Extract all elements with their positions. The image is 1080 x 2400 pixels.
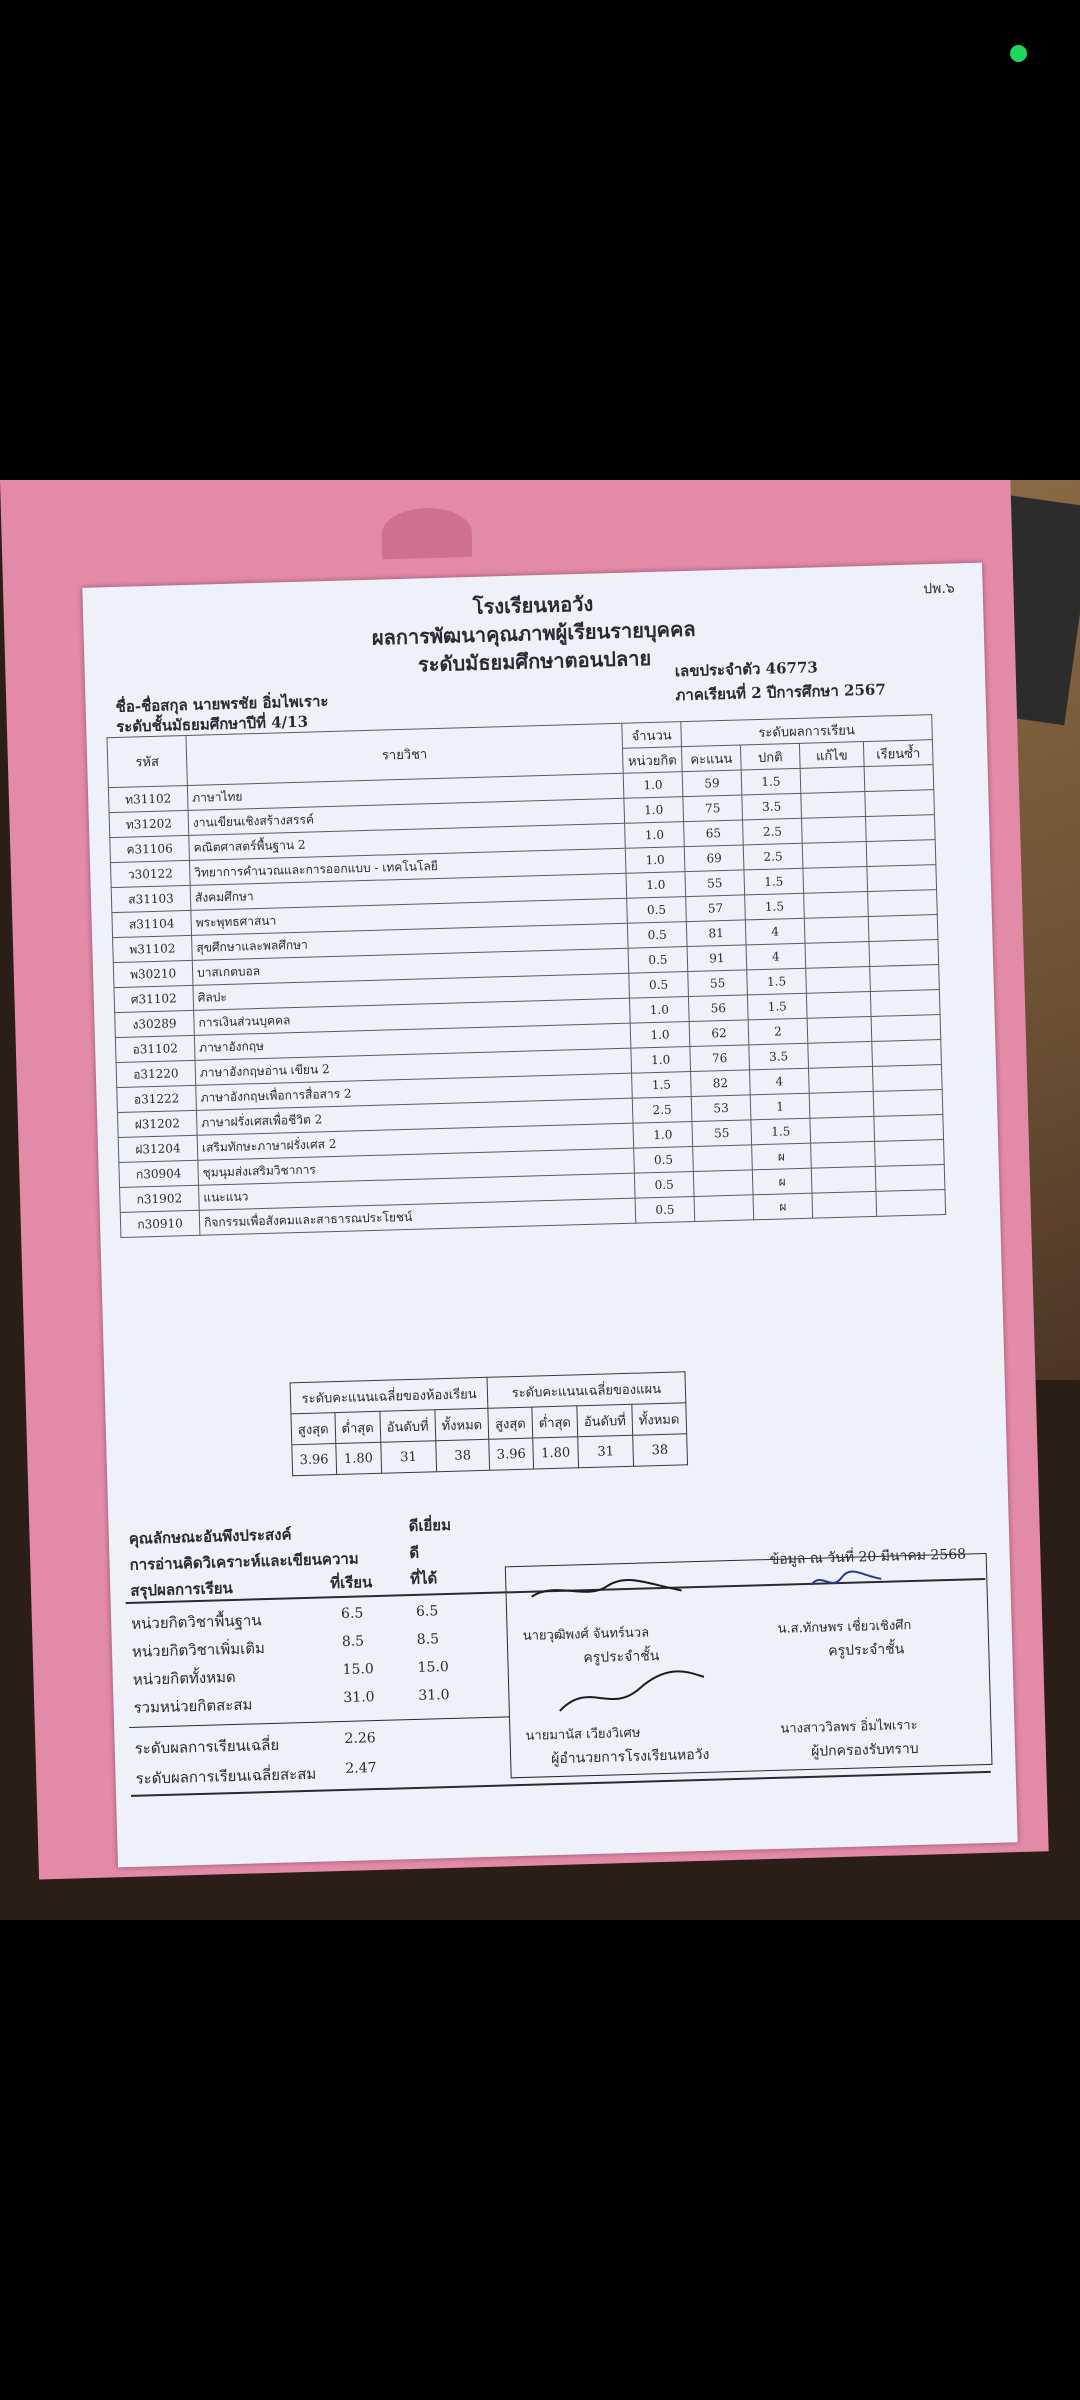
subject-credits: 0.5 [634, 1146, 694, 1173]
subject-credits: 1.0 [625, 847, 685, 874]
summary-row-label: หน่วยกิตทั้งหมด [132, 1667, 236, 1689]
subject-grade: 1.5 [741, 768, 801, 795]
summary-row-earned: 31.0 [418, 1686, 450, 1704]
subject-credits: 1.0 [631, 1047, 691, 1074]
grade-table [106, 714, 946, 1238]
subject-grade: 2 [748, 1018, 808, 1045]
repeat-cell [875, 1164, 945, 1191]
subject-grade: 4 [745, 918, 805, 945]
subject-grade: 1.5 [747, 968, 807, 995]
subject-code: ก31902 [120, 1185, 200, 1212]
avg-header-cell: ทั้งหมด [435, 1408, 489, 1440]
subject-credits: 1.0 [630, 1022, 690, 1049]
subject-name: ภาษาฝรั่งเศสเพื่อชีวิต 2 [196, 1098, 633, 1135]
subject-score: 56 [688, 995, 748, 1022]
grade-table-body [108, 765, 945, 1238]
subject-code: พ31102 [113, 935, 193, 962]
subject-score: 81 [686, 920, 746, 947]
repeat-cell [866, 840, 936, 867]
signature-box [505, 1553, 993, 1778]
teacher1-role: ครูประจำชั้น [583, 1648, 660, 1667]
remedial-cell [807, 1016, 872, 1043]
subject-credits: 1.0 [623, 772, 683, 799]
subject-grade: 2.5 [743, 818, 803, 845]
repeat-cell [868, 890, 938, 917]
avg-value-cell: 31 [578, 1435, 634, 1468]
subject-code: ท31102 [108, 785, 188, 812]
subject-grade: 2.5 [743, 843, 803, 870]
remedial-cell [801, 792, 866, 819]
subject-credits: 0.5 [627, 922, 687, 949]
desirable-traits-value: ดีเยี่ยม [408, 1515, 452, 1536]
avg-value-cell: 3.96 [489, 1438, 534, 1470]
subject-credits: 2.5 [632, 1097, 692, 1124]
header-credits-bottom: หน่วยกิต [622, 747, 682, 774]
remedial-cell [803, 867, 868, 894]
col-earned: ที่ได้ [409, 1569, 438, 1589]
document-code: ปพ.๖ [922, 580, 955, 598]
header-results-group: ระดับผลการเรียน [681, 715, 933, 747]
summary-row-studied: 31.0 [343, 1689, 375, 1706]
remedial-cell [809, 1066, 874, 1093]
header-subject: รายวิชา [186, 723, 623, 785]
repeat-cell [870, 990, 940, 1017]
subject-score: 55 [692, 1120, 752, 1147]
repeat-cell [867, 865, 937, 892]
subject-code: ส31103 [111, 885, 191, 912]
summary-row-earned: 15.0 [417, 1659, 449, 1676]
avg-value-cell: 31 [381, 1441, 437, 1474]
avg-header-cell: ต่ำสุด [335, 1411, 381, 1443]
desirable-traits-label: คุณลักษณะอันพึงประสงค์ [128, 1525, 292, 1548]
subject-name: ภาษาอังกฤษอ่าน เขียน 2 [195, 1048, 632, 1085]
repeat-cell [875, 1139, 945, 1166]
remedial-cell [810, 1116, 875, 1143]
avg-value-cell: 38 [633, 1434, 687, 1466]
subject-code: ว30122 [110, 860, 190, 887]
repeat-cell [865, 815, 935, 842]
summary-label: สรุปผลการเรียน [130, 1579, 234, 1600]
subject-name: คณิตศาสตร์พื้นฐาน 2 [189, 823, 626, 860]
subject-score: 55 [688, 970, 748, 997]
subject-code: อ31222 [117, 1085, 197, 1112]
privacy-indicator-dot [1010, 45, 1027, 62]
subject-code: อ31220 [116, 1060, 196, 1087]
summary-row-earned: 8.5 [416, 1631, 440, 1648]
class-level: ระดับชั้นมัธยมศึกษาปีที่ 4/13 [115, 712, 309, 736]
remedial-cell [811, 1141, 876, 1168]
avg-header-cell: ต่ำสุด [532, 1406, 578, 1438]
subject-grade: 1.5 [747, 993, 807, 1020]
subject-name: งานเขียนเชิงสร้างสรรค์ [188, 798, 625, 835]
subject-score: 65 [684, 820, 744, 847]
gpa-label: ระดับผลการเรียนเฉลี่ย [134, 1735, 280, 1758]
subject-score: 53 [691, 1095, 751, 1122]
subject-code: ก30904 [119, 1160, 199, 1187]
summary-row-studied: 8.5 [341, 1633, 365, 1650]
subject-code: พ30210 [113, 960, 193, 987]
subject-grade: ผ [753, 1193, 813, 1220]
header-code: รหัส [107, 735, 187, 787]
subject-grade: 1.5 [744, 868, 804, 895]
subject-name: ศิลปะ [193, 973, 630, 1010]
subject-score: 69 [684, 845, 744, 872]
average-table [290, 1371, 688, 1476]
subject-name: พระพุทธศาสนา [191, 898, 628, 935]
subject-credits: 0.5 [627, 897, 687, 924]
subject-code: ก30910 [120, 1210, 200, 1237]
school-name: โรงเรียนหอวัง [472, 591, 594, 619]
avg-group-class: ระดับคะแนนเฉลี่ยของห้องเรียน [290, 1377, 488, 1413]
avg-header-cell: อันดับที่ [380, 1410, 436, 1443]
subject-name: การเงินส่วนบุคคล [194, 998, 631, 1035]
subject-grade: 1.5 [745, 893, 805, 920]
subject-name: ชุมนุมส่งเสริมวิชาการ [198, 1148, 635, 1185]
header-score: คะแนน [681, 745, 741, 772]
subject-code: ส31104 [112, 910, 192, 937]
subject-score: 59 [682, 770, 742, 797]
header-remedial: แก้ไข [799, 742, 864, 769]
subject-grade: 4 [746, 943, 806, 970]
subject-score: 91 [687, 945, 747, 972]
subject-name: กิจกรรมเพื่อสังคมและสาธารณประโยชน์ [199, 1198, 636, 1235]
subject-grade: 1.5 [751, 1118, 811, 1145]
summary-row-earned: 6.5 [415, 1603, 439, 1620]
avg-value-cell: 1.80 [533, 1437, 579, 1469]
header-repeat: เรียนซ้ำ [863, 740, 933, 767]
teacher2-signature [806, 1565, 887, 1597]
subject-name: เสริมทักษะภาษาฝรั่งเศส 2 [197, 1123, 634, 1160]
repeat-cell [873, 1090, 943, 1117]
subject-name: สังคมศึกษา [190, 873, 627, 910]
data-date: ข้อมูล ณ วันที่ 20 มีนาคม 2568 [769, 1546, 967, 1568]
summary-row-studied: 15.0 [342, 1661, 375, 1678]
summary-row-studied: 6.5 [340, 1605, 364, 1622]
repeat-cell [869, 940, 939, 967]
avg-value-cell: 1.80 [335, 1442, 381, 1474]
document-title: ผลการพัฒนาคุณภาพผู้เรียนรายบุคคล [371, 616, 696, 650]
remedial-cell [802, 817, 867, 844]
subject-score: 82 [691, 1070, 751, 1097]
teacher1-name: นายวุฒิพงศ์ จันทร์นวล [522, 1625, 650, 1644]
avg-header-cell: ทั้งหมด [632, 1403, 686, 1435]
subject-credits: 1.0 [624, 797, 684, 824]
subject-score [694, 1195, 754, 1222]
parent-role: ผู้ปกครองรับทราบ [810, 1740, 919, 1760]
repeat-cell [870, 965, 940, 992]
subject-score: 57 [686, 895, 746, 922]
avg-value-cell: 3.96 [292, 1444, 337, 1476]
subject-score: 55 [685, 870, 745, 897]
summary-row-label: รวมหน่วยกิตสะสม [133, 1695, 253, 1717]
subject-code: ศ31102 [114, 985, 194, 1012]
subject-score: 62 [689, 1020, 749, 1047]
subject-grade: 4 [750, 1068, 810, 1095]
subject-name: บาสเกตบอล [192, 948, 629, 985]
parent-name: นางสาววิลพร อิ่มไพเราะ [780, 1717, 918, 1737]
repeat-cell [868, 915, 938, 942]
subject-name: วิทยาการคำนวณและการออกแบบ - เทคโนโลยี [189, 848, 626, 885]
student-name: ชื่อ-ชื่อสกุล นายพรชัย อิ่มไพเราะ [115, 691, 329, 716]
repeat-cell [876, 1189, 946, 1216]
summary-row-label: หน่วยกิตวิชาพื้นฐาน [131, 1611, 262, 1633]
cum-gpa-label: ระดับผลการเรียนเฉลี่ยสะสม [135, 1764, 317, 1788]
subject-score [693, 1145, 753, 1172]
subject-credits: 1.0 [625, 822, 685, 849]
subject-credits: 1.0 [626, 872, 686, 899]
director-name: นายมานัส เวียงวิเศษ [525, 1725, 641, 1744]
subject-name: ภาษาอังกฤษเพื่อการสื่อสาร 2 [196, 1073, 633, 1110]
subject-name: ภาษาอังกฤษ [194, 1023, 631, 1060]
director-role: ผู้อำนวยการโรงเรียนหอวัง [550, 1746, 710, 1768]
subject-grade: 3.5 [749, 1043, 809, 1070]
subject-score: 76 [690, 1045, 750, 1072]
remedial-cell [806, 966, 871, 993]
reading-label: การอ่านคิดวิเคราะห์และเขียนความ [129, 1549, 359, 1574]
subject-credits: 0.5 [628, 947, 688, 974]
subject-credits: 0.5 [635, 1196, 695, 1223]
subject-credits: 1.0 [629, 997, 689, 1024]
teacher2-name: น.ส.ทักษพร เชี่ยวเชิงศึก [777, 1618, 912, 1637]
subject-credits: 1.0 [633, 1122, 693, 1149]
avg-header-cell: สูงสุด [488, 1407, 533, 1439]
subject-grade: 1 [750, 1093, 810, 1120]
subject-name: ภาษาไทย [187, 773, 624, 810]
student-id: เลขประจำตัว 46773 [674, 658, 819, 681]
repeat-cell [872, 1040, 942, 1067]
col-studied: ที่เรียน [329, 1573, 373, 1593]
education-level: ระดับมัธยมศึกษาตอนปลาย [417, 645, 652, 677]
subject-code: ฝ31204 [118, 1135, 198, 1162]
term: ภาคเรียนที่ 2 ปีการศึกษา 2567 [675, 680, 887, 705]
avg-header-cell: อันดับที่ [577, 1404, 633, 1437]
remedial-cell [812, 1191, 877, 1218]
summary-row-label: หน่วยกิตวิชาเพิ่มเติม [131, 1639, 266, 1661]
remedial-cell [805, 941, 870, 968]
reading-value: ดี [409, 1543, 420, 1563]
subject-name: แนะแนว [199, 1173, 636, 1210]
remedial-cell [809, 1091, 874, 1118]
subject-credits: 0.5 [634, 1171, 694, 1198]
avg-header-cell: สูงสุด [291, 1413, 336, 1445]
subject-grade: ผ [752, 1143, 812, 1170]
subject-grade: ผ [752, 1168, 812, 1195]
director-signature [549, 1667, 710, 1721]
repeat-cell [874, 1114, 944, 1141]
teacher2-role: ครูประจำชั้น [828, 1641, 905, 1660]
folder-emblem [381, 507, 472, 559]
subject-grade: 3.5 [742, 793, 802, 820]
subject-name: สุขศึกษาและพลศึกษา [192, 923, 629, 960]
remedial-cell [808, 1041, 873, 1068]
header-credits-top: จำนวน [622, 722, 682, 749]
subject-score: 75 [683, 795, 743, 822]
cum-gpa-value: 2.47 [345, 1760, 377, 1777]
repeat-cell [865, 790, 935, 817]
subject-code: อ31102 [115, 1035, 195, 1062]
remedial-cell [800, 767, 865, 794]
remedial-cell [804, 916, 869, 943]
header-normal: ปกติ [740, 743, 800, 770]
remedial-cell [802, 842, 867, 869]
repeat-cell [872, 1065, 942, 1092]
avg-group-program: ระดับคะแนนเฉลี่ยของแผน [487, 1372, 685, 1408]
teacher1-signature [526, 1572, 687, 1606]
subject-credits: 1.5 [632, 1072, 692, 1099]
remedial-cell [806, 991, 871, 1018]
subject-credits: 0.5 [629, 972, 689, 999]
report-card-paper [82, 563, 1017, 1868]
subject-code: ฝ31202 [117, 1110, 197, 1137]
subject-code: ง30289 [115, 1010, 195, 1037]
remedial-cell [811, 1166, 876, 1193]
repeat-cell [871, 1015, 941, 1042]
remedial-cell [804, 892, 869, 919]
subject-code: ท31202 [109, 810, 189, 837]
gpa-value: 2.26 [344, 1730, 376, 1747]
repeat-cell [864, 765, 934, 792]
avg-value-cell: 38 [436, 1439, 490, 1471]
subject-code: ค31106 [110, 835, 190, 862]
subject-score [693, 1170, 753, 1197]
